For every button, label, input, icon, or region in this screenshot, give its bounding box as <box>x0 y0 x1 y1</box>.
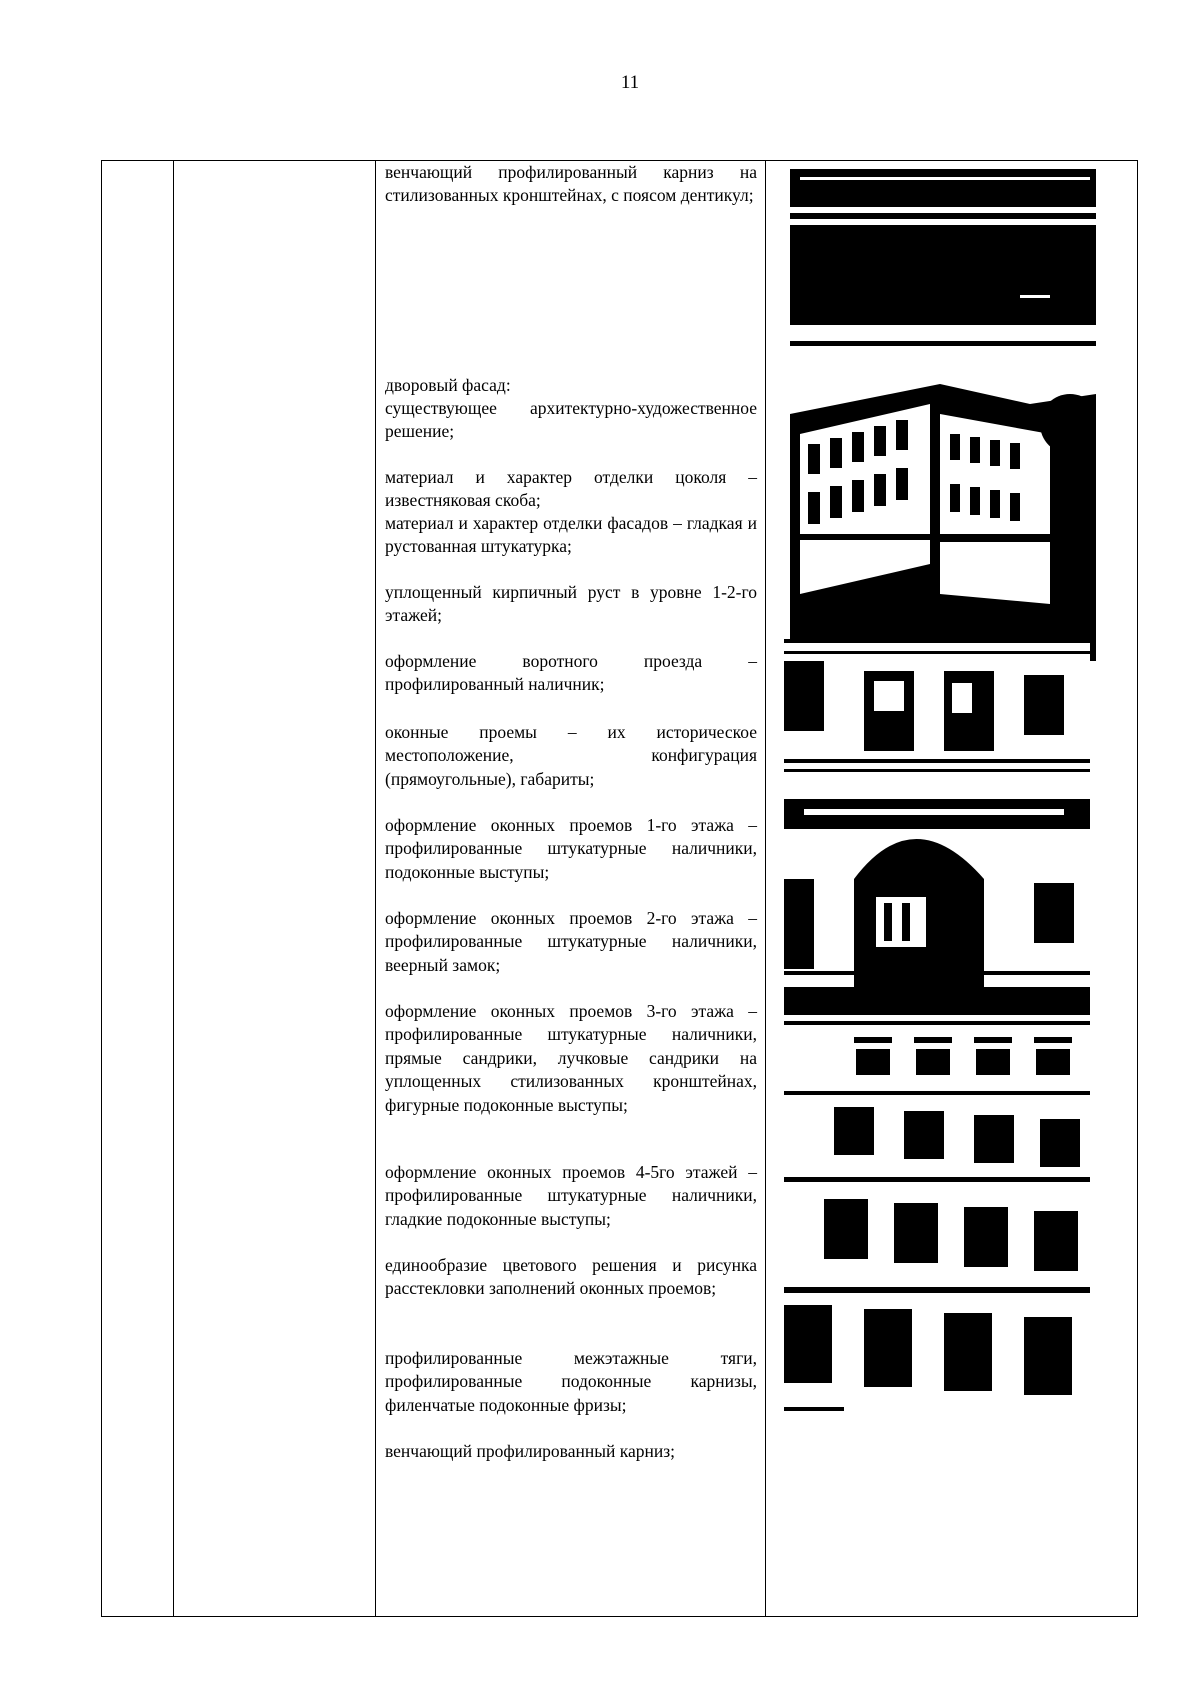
page-number: 11 <box>620 72 640 93</box>
feature-text: оформление воротного проезда – профилированный наличник; <box>385 651 757 695</box>
feature-text: материал и характер отделки цоколя – известняковая скоба; <box>385 467 757 511</box>
feature-text: венчающий профилированный карниз; <box>385 1441 675 1461</box>
feature-text: венчающий профилированный карниз на стилизованных кронштейнах, с поясом дентикул; <box>385 162 757 206</box>
feature-text: профилированные межэтажные тяги, профилированные подоконные карнизы, филенчатые подоконные фризы; <box>385 1348 757 1415</box>
cornice-photo <box>790 169 1096 361</box>
monument-features-table <box>101 160 1138 1617</box>
courtyard-facade-photo <box>790 374 1096 661</box>
feature-text: оформление оконных проемов 3-го этажа – профилированные штукатурные наличники, прямые сандрики, лучковые сандрики на уплощенных стилизованных кронштейнах, фигурные подоконные выступы; <box>385 1001 757 1115</box>
feature-text: единообразие цветового решения и рисунка расстекловки заполнений оконных проемов; <box>385 1255 757 1299</box>
column-divider <box>765 161 766 1616</box>
column-divider <box>173 161 174 1616</box>
feature-text: оформление оконных проемов 4-5го этажей – профилированные штукатурные наличники, гладкие подоконные выступы; <box>385 1162 757 1229</box>
feature-text: оформление оконных проемов 1-го этажа – профилированные штукатурные наличники, подоконные выступы; <box>385 815 757 882</box>
feature-text: существующее архитектурно-художественное решение; <box>385 398 757 442</box>
feature-text: уплощенный кирпичный руст в уровне 1-2-го этажей; <box>385 582 757 626</box>
feature-text: оконные проемы – их историческое местоположение, конфигурация (прямоугольные), габариты; <box>385 722 757 789</box>
upper-floor-windows-photo <box>784 987 1090 1419</box>
feature-text: материал и характер отделки фасадов – гладкая и рустованная штукатурка; <box>385 513 757 557</box>
feature-text: оформление оконных проемов 2-го этажа – профилированные штукатурные наличники, веерный замок; <box>385 908 757 975</box>
archway-photo <box>784 799 1090 987</box>
ground-floor-windows-photo <box>784 639 1090 791</box>
feature-heading: дворовый фасад: <box>385 375 511 395</box>
column-divider <box>375 161 376 1616</box>
